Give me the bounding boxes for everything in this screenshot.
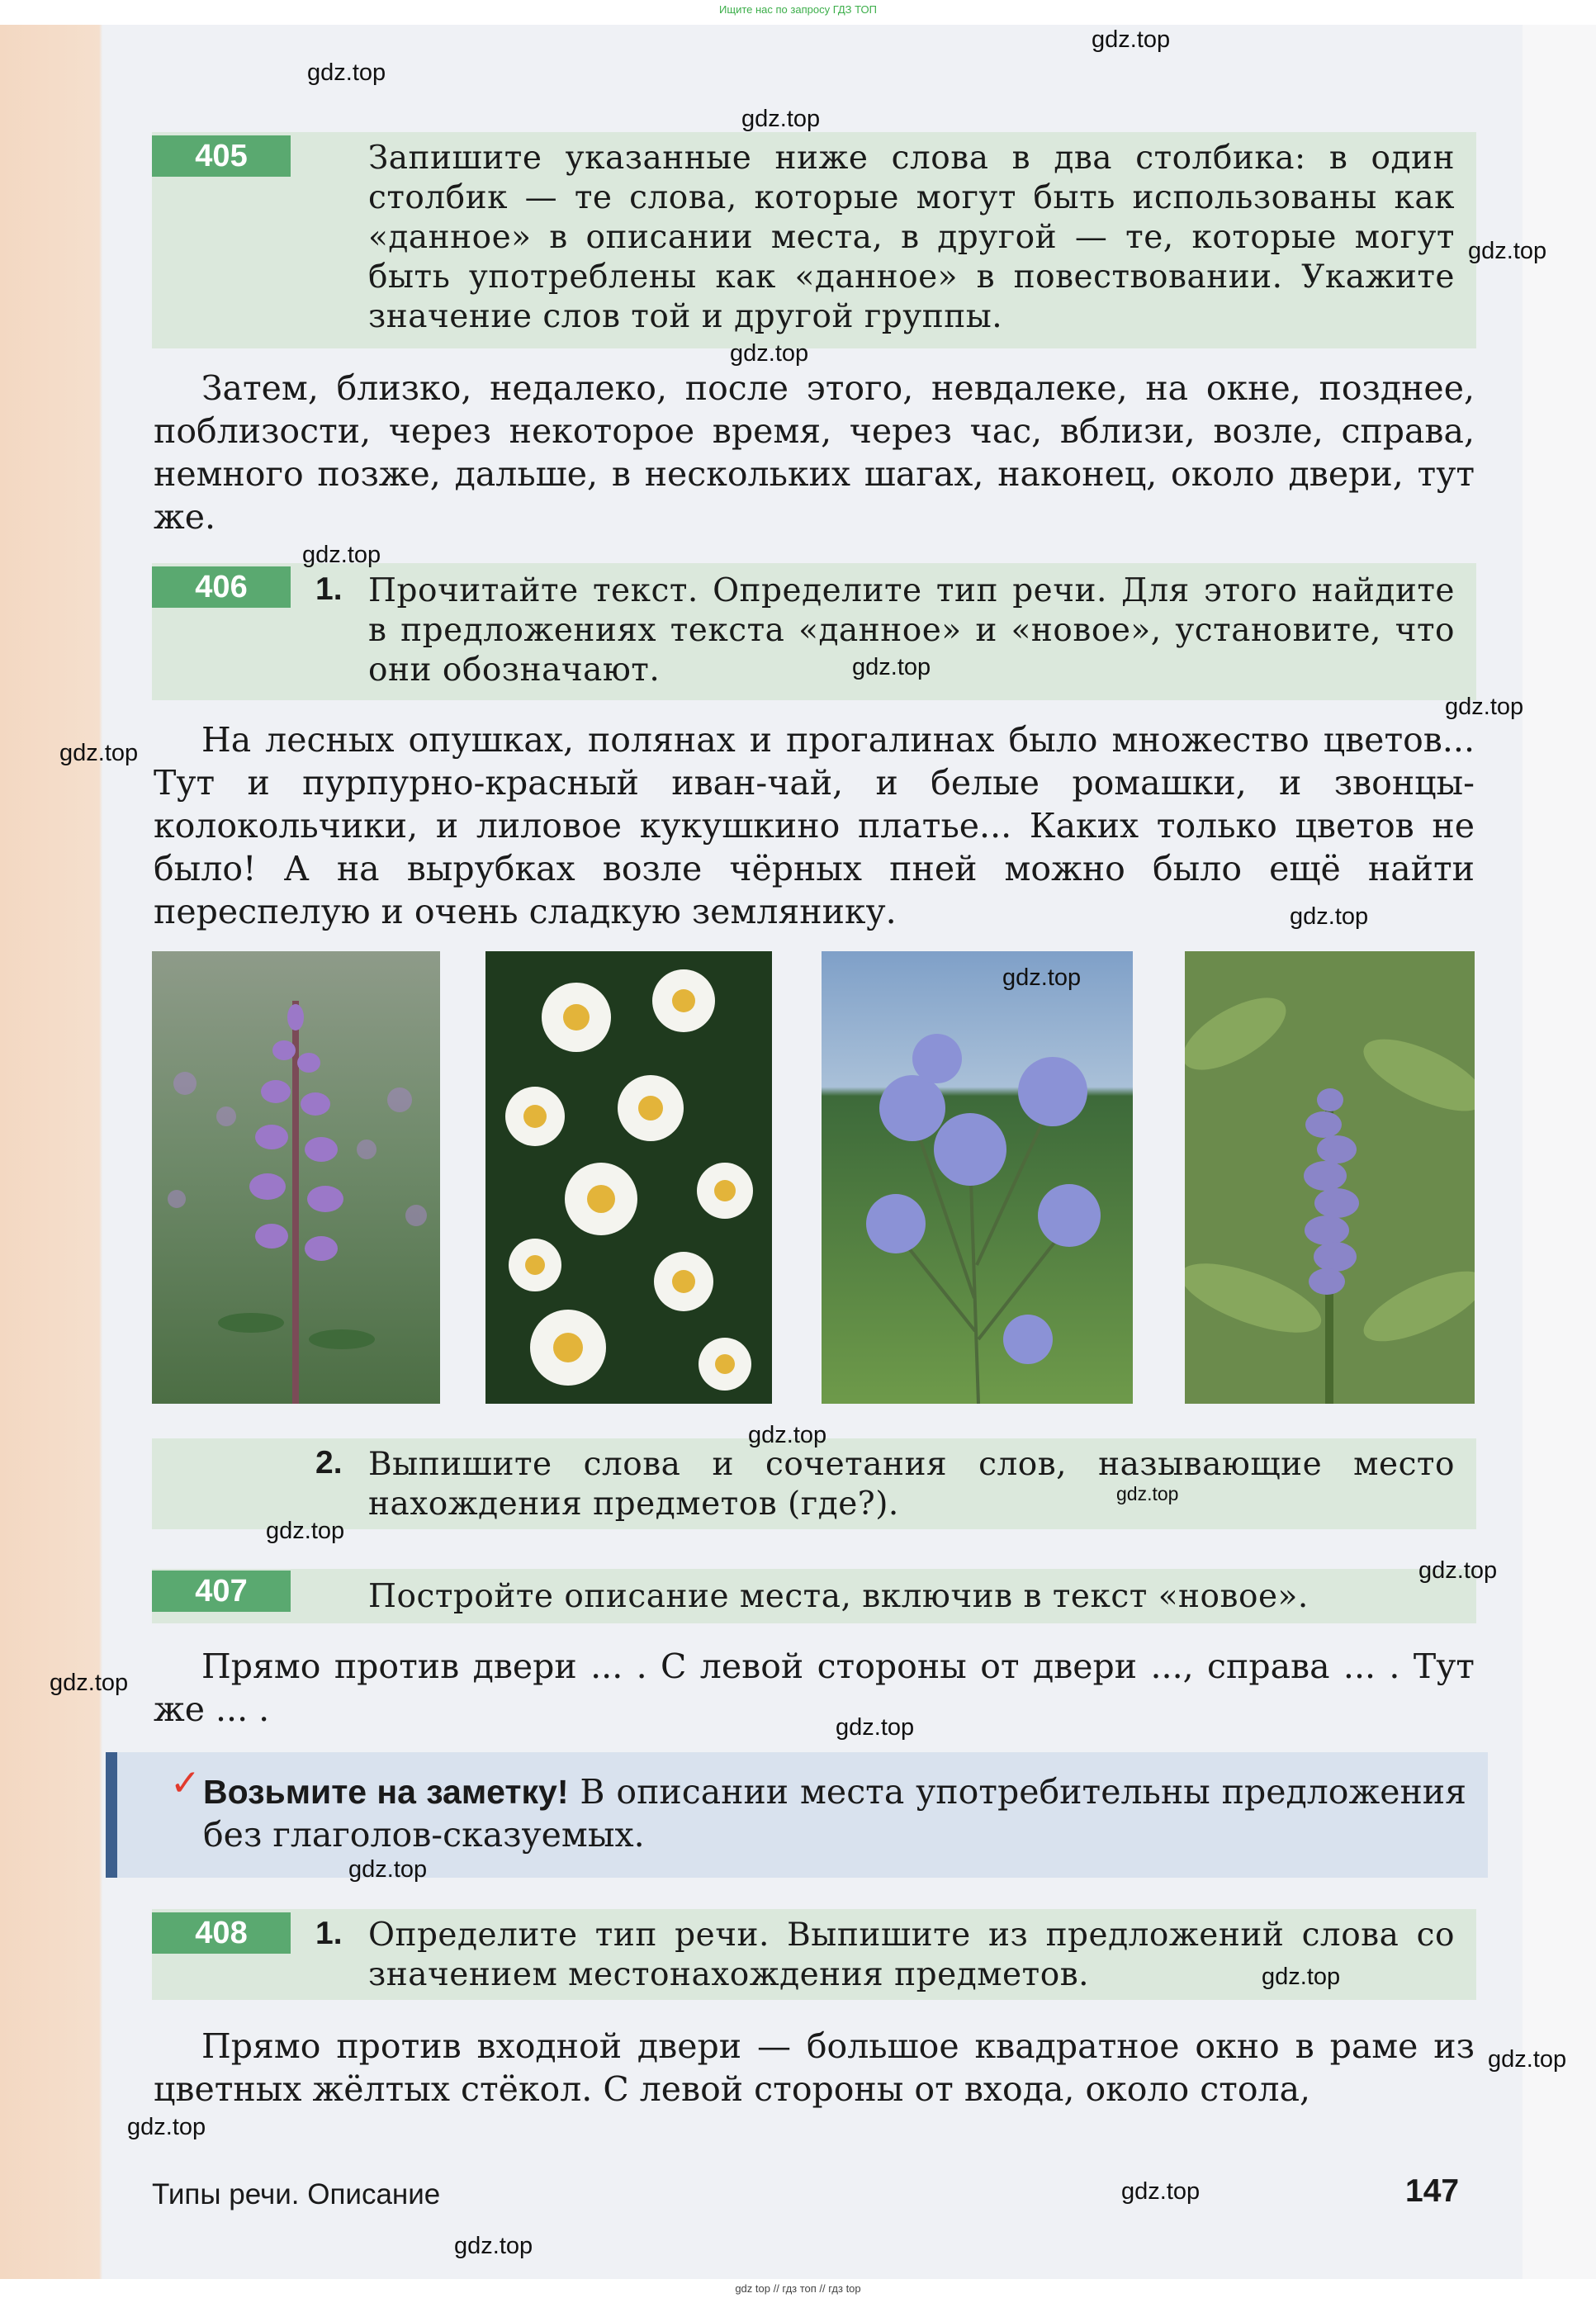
task-408-sub1-instruction: Определите тип речи. Выпишите из предложений слова со значением местонахождения предметов.: [368, 1917, 1455, 1993]
footer-section-title: Типы речи. Описание: [152, 2178, 441, 2210]
watermark: gdz.top: [1002, 964, 1082, 991]
photo-orchid: [1185, 951, 1475, 1404]
watermark: gdz.top: [1262, 1964, 1341, 1990]
page-right-edge: [1523, 25, 1596, 2279]
task-406-sub2-instruction: Выпишите слова и сочетания слов, называющие место нахождения предметов (где?).: [368, 1446, 1455, 1523]
note-text: [203, 1770, 1466, 1856]
task-408-sub1-number: 1.: [315, 1916, 343, 1951]
watermark: gdz.top: [1121, 2178, 1201, 2205]
task-407-passage: Прямо против двери ... . С левой стороны от двери ..., справа ... . Тут же ... .: [154, 1647, 1475, 1729]
watermark: gdz.top: [307, 59, 386, 86]
task-405-instruction: Запишите указанные ниже слова в два столбика: в один столбик — те слова, которые могут быть использованы как «данное» в описании места, в другой — те, которые могут быть употреблены как «данное» в повествовании. Укажите значение слов той и другой группы.: [368, 140, 1455, 335]
watermark: gdz.top: [127, 2114, 206, 2140]
task-406-sub1-number: 1.: [315, 571, 343, 607]
top-banner: [0, 0, 1596, 25]
watermark: gdz.top: [1092, 26, 1171, 53]
watermark: gdz.top: [454, 2233, 533, 2259]
watermark: gdz.top: [1290, 903, 1369, 930]
photo-daisies: [485, 951, 772, 1404]
bottom-banner: [0, 2279, 1596, 2298]
task-406-number: 406: [152, 566, 291, 608]
page-number: 147: [1405, 2173, 1460, 2209]
watermark: gdz.top: [1468, 238, 1547, 264]
task-408-passage: Прямо против входной двери — большое квадратное окно в раме из цветных жёлтых стёкол. С левой стороны от входа, около стола,: [154, 2026, 1475, 2109]
watermark: gdz.top: [59, 740, 139, 766]
watermark: gdz.top: [852, 654, 931, 680]
note-body: В описании места употребительны предложения без глаголов-сказуемых.: [203, 1772, 1466, 1855]
task-407-instruction: Постройте описание места, включив в текст «новое».: [368, 1578, 1309, 1615]
watermark: gdz.top: [302, 542, 381, 568]
watermark: gdz.top: [266, 1518, 345, 1544]
watermark: gdz.top: [1418, 1557, 1498, 1584]
photo-fireweed: [152, 951, 440, 1404]
bottom-links[interactable]: gdz top // гдз топ // гдз top: [735, 2282, 861, 2295]
task-407-number: 407: [152, 1571, 291, 1612]
task-406-sub2-number: 2.: [315, 1445, 343, 1481]
task-405-number: 405: [152, 135, 291, 177]
note-heading: Возьмите на заметку!: [203, 1773, 569, 1811]
note-box: [106, 1752, 1488, 1878]
photo-bellflowers: [822, 951, 1133, 1404]
watermark: gdz.top: [1445, 694, 1524, 720]
watermark: gdz.top: [1116, 1483, 1179, 1504]
top-search-link[interactable]: Ищите нас по запросу ГДЗ ТОП: [719, 3, 877, 16]
watermark: gdz.top: [730, 340, 809, 367]
check-icon: ✓: [170, 1762, 201, 1804]
watermark: gdz.top: [748, 1422, 827, 1448]
watermark: gdz.top: [50, 1670, 129, 1696]
watermark: gdz.top: [741, 106, 821, 132]
task-405-words: Затем, близко, недалеко, после этого, невдалеке, на окне, позднее, поблизости, через некоторое время, через час, вблизи, возле, справа, немного позже, дальше, в нескольких шагах, наконец, около двери, тут же.: [154, 368, 1475, 537]
task-406-passage: На лесных опушках, полянах и прогалинах было множество цветов... Тут и пурпурно-красный иван-чай, и белые ромашки, и звонцы-колокольчики, и лиловое кукушкино платье... Каких только цветов не было! А на вырубках возле чёрных пней можно было ещё найти переспелую и очень сладкую землянику.: [154, 720, 1475, 931]
watermark: gdz.top: [1488, 2046, 1567, 2073]
watermark: gdz.top: [348, 1856, 428, 1883]
task-406-sub1-instruction: Прочитайте текст. Определите тип речи. Для этого найдите в предложениях текста «данное» и «новое», установите, что они обозначают.: [368, 572, 1455, 689]
watermark: gdz.top: [836, 1714, 915, 1741]
task-408-number: 408: [152, 1912, 291, 1954]
